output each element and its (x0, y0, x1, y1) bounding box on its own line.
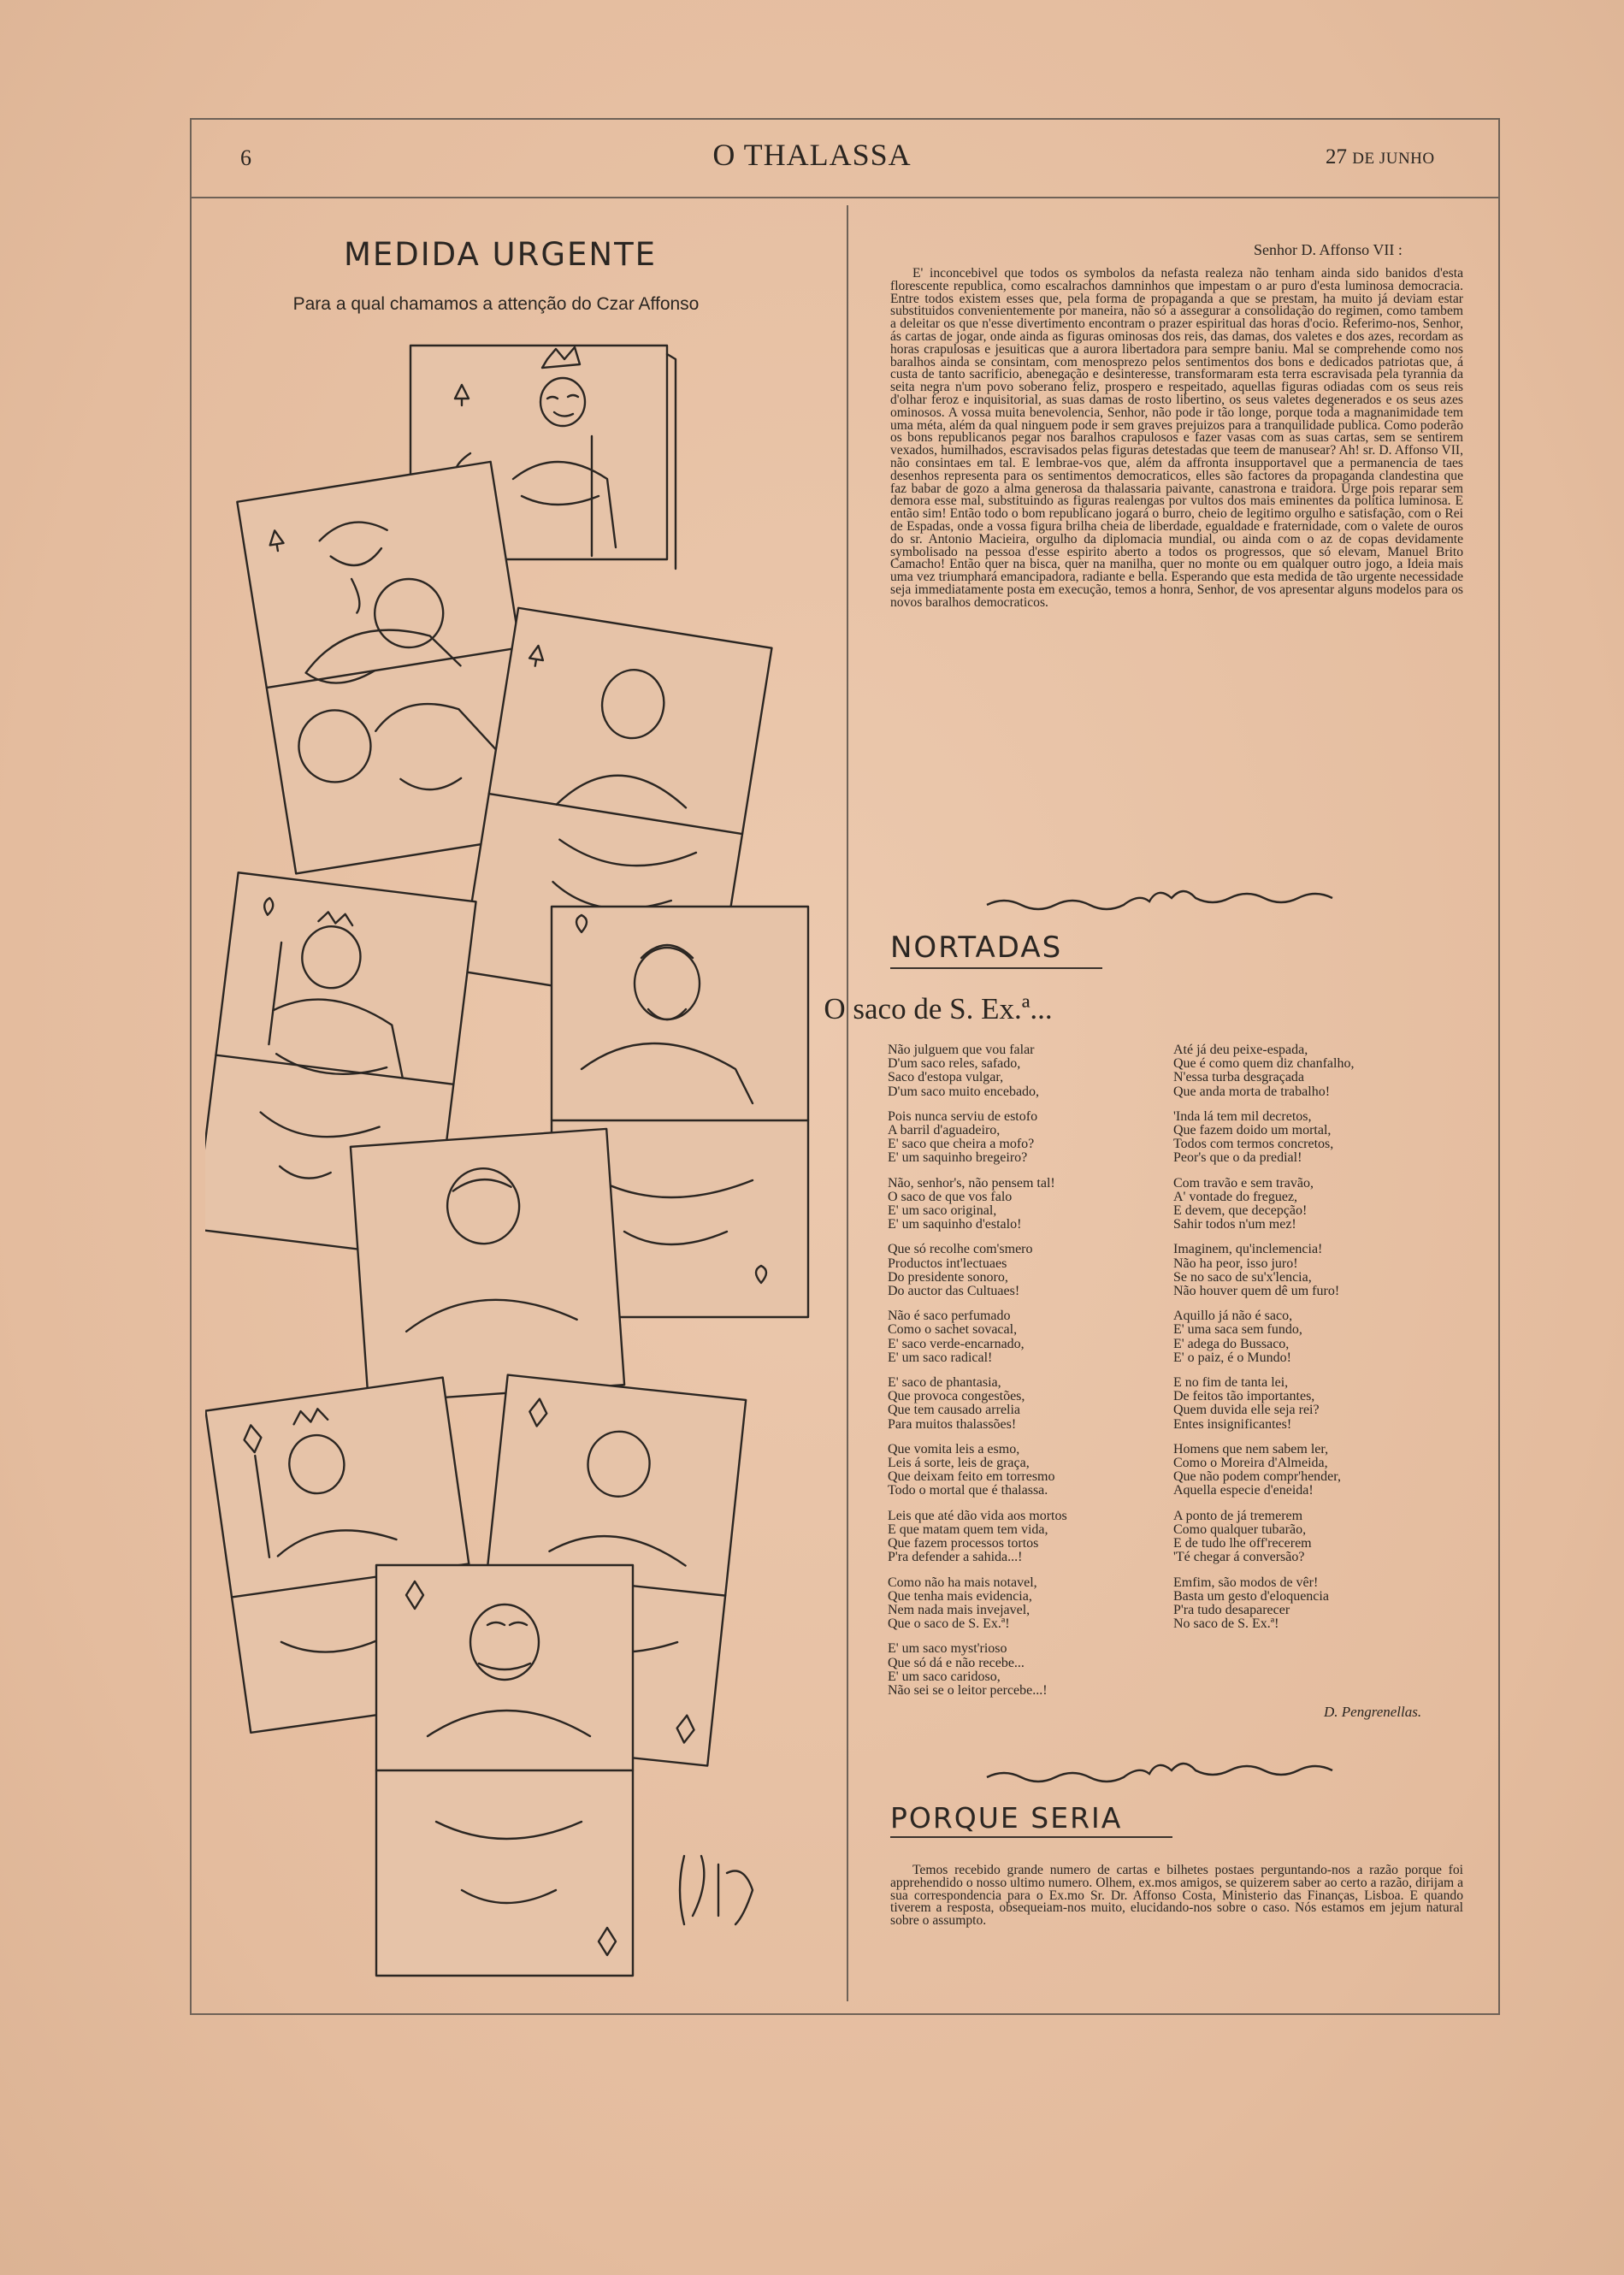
page-number: 6 (240, 145, 251, 170)
poem-stanza (888, 1177, 1170, 1232)
poem-line: E devem, que decepção! (1173, 1203, 1308, 1219)
poem-line: E' um saquinho bregeiro? (888, 1150, 1028, 1166)
poem-line: Não é saco perfumado (888, 1309, 1011, 1324)
poem-stanza (1173, 1309, 1456, 1365)
poem-stanza (888, 1642, 1170, 1698)
poem-line: Imaginem, qu'inclemencia! (1173, 1242, 1323, 1257)
poem-line: E' um saco caridoso, (888, 1669, 1001, 1684)
poem-author: D. Pengrenellas. (1324, 1704, 1422, 1720)
poem-line: Do presidente sonoro, (888, 1269, 1008, 1285)
poem-line: Que deixam feito em torresmo (888, 1469, 1055, 1485)
poem-line: E' um saco radical! (888, 1350, 993, 1365)
letter-salutation: Senhor D. Affonso VII : (1254, 241, 1403, 258)
poem-line: Entes insignificantes! (1173, 1416, 1292, 1432)
poem-line: E' adega do Bussaco, (1173, 1336, 1290, 1351)
poem-stanza (1173, 1443, 1456, 1498)
poem-line: Aquella especie d'eneida! (1173, 1483, 1314, 1498)
poem-stanza (888, 1443, 1170, 1498)
issue-date (1326, 145, 1435, 169)
poem-line: Productos int'lectuaes (888, 1256, 1007, 1271)
header-rule (190, 197, 1500, 198)
poem-stanza (1173, 1110, 1456, 1166)
nortadas-underline (890, 967, 1102, 969)
poem-stanza (1173, 1243, 1456, 1298)
column-divider (847, 205, 848, 2001)
poem-line: N'essa turba desgraçada (1173, 1070, 1305, 1085)
poem-stanza (888, 1510, 1170, 1565)
section-title-nortadas: NORTADAS (890, 931, 1063, 965)
poem-line: Que tem causado arrelia (888, 1403, 1021, 1418)
poem-stanza (1173, 1510, 1456, 1565)
poem-line: No saco de S. Ex.ª! (1173, 1616, 1279, 1632)
poem-line: Pois nunca serviu de estofo (888, 1108, 1038, 1124)
poem-line: Até já deu peixe-espada, (1173, 1043, 1308, 1057)
poem-line: Se no saco de su'x'lencia, (1173, 1269, 1312, 1285)
poem-line: Do auctor das Cultuaes! (888, 1284, 1020, 1299)
poem-line: E que matam quem tem vida, (888, 1522, 1048, 1537)
porque-seria-underline (890, 1836, 1172, 1838)
poem-line: Para muitos thalassões! (888, 1416, 1017, 1432)
poem-line: A' vontade do freguez, (1173, 1189, 1298, 1204)
poem-column-right (1173, 1043, 1456, 1642)
poem-line: Não houver quem dê um furo! (1173, 1284, 1340, 1299)
poem-line: Leis que até dão vida aos mortos (888, 1508, 1067, 1523)
poem-line: Saco d'estopa vulgar, (888, 1070, 1004, 1085)
poem-stanza (1173, 1177, 1456, 1232)
poem-line: P'ra defender a sahida...! (888, 1550, 1023, 1565)
poem-line: Todo o mortal que é thalassa. (888, 1483, 1048, 1498)
issue-date-month: DE JUNHO (1352, 150, 1435, 168)
poem-line: E' saco de phantasia, (888, 1375, 1001, 1391)
poem-stanza (1173, 1043, 1456, 1099)
subtitle-medida-urgente: Para a qual chamamos a attenção do Czar Affonso (292, 294, 700, 314)
poem-line: Que o saco de S. Ex.ª! (888, 1616, 1010, 1632)
poem-line: Não julguem que vou falar (888, 1043, 1035, 1057)
poem-line: Como qualquer tubarão, (1173, 1522, 1307, 1537)
poem-line: Quem duvida elle seja rei? (1173, 1403, 1320, 1418)
poem-stanza (888, 1576, 1170, 1632)
issue-date-day: 27 (1326, 145, 1347, 168)
poem-line: 'Inda lá tem mil decretos, (1173, 1108, 1312, 1124)
poem-line: Que vomita leis a esmo, (888, 1441, 1020, 1457)
poem-line: Que fazem processos tortos (888, 1536, 1039, 1551)
poem-line: Que fazem doido um mortal, (1173, 1123, 1332, 1138)
headline-medida-urgente: MEDIDA URGENTE (343, 236, 658, 273)
poem-stanza (1173, 1376, 1456, 1432)
poem-line: Não ha peor, isso juro! (1173, 1256, 1298, 1271)
playing-cards-cartoon (205, 334, 838, 2001)
poem-line: Que só recolhe com'smero (888, 1242, 1033, 1257)
poem-line: 'Té chegar á conversão? (1173, 1550, 1305, 1565)
poem-line: Emfim, são modos de vêr! (1173, 1575, 1319, 1590)
poem-line: Que só dá e não recebe... (888, 1655, 1025, 1670)
poem-line: E' uma saca sem fundo, (1173, 1322, 1302, 1338)
flourish-divider-top (983, 889, 1360, 919)
poem-line: Que é como quem diz chanfalho, (1173, 1056, 1355, 1072)
poem-line: Homens que nem sabem ler, (1173, 1441, 1329, 1457)
poem-title: O saco de S. Ex.ª... (824, 992, 1053, 1025)
poem-line: Não, senhor's, não pensem tal! (888, 1175, 1055, 1191)
flourish-divider-bottom (983, 1762, 1360, 1791)
poem-line: De feitos tão importantes, (1173, 1389, 1315, 1404)
poem-line: D'um saco reles, safado, (888, 1056, 1021, 1072)
poem-line: Que não podem compr'hender, (1173, 1469, 1341, 1485)
poem-stanza (888, 1309, 1170, 1365)
poem-line: Que provoca congestões, (888, 1389, 1025, 1404)
poem-line: Basta um gesto d'eloquencia (1173, 1588, 1329, 1604)
poem-column-left (888, 1043, 1170, 1709)
poem-line: E' o paiz, é o Mundo! (1173, 1350, 1291, 1365)
poem-line: A barril d'aguadeiro, (888, 1123, 1001, 1138)
poem-line: E' um saquinho d'estalo! (888, 1217, 1022, 1232)
poem-line: Como o sachet sovacal, (888, 1322, 1018, 1338)
poem-line: Que anda morta de trabalho! (1173, 1084, 1331, 1099)
poem-line: Como o Moreira d'Almeida, (1173, 1456, 1328, 1471)
poem-line: P'ra tudo desaparecer (1173, 1602, 1290, 1617)
poem-line: E' saco verde-encarnado, (888, 1336, 1025, 1351)
poem-line: Sahir todos n'um mez! (1173, 1217, 1296, 1232)
poem-line: Com travão e sem travão, (1173, 1175, 1314, 1191)
poem-line: E no fim de tanta lei, (1173, 1375, 1289, 1391)
card-diamonds-moustache (376, 1565, 633, 1976)
poem-line: E' saco que cheira a mofo? (888, 1137, 1035, 1152)
letter-body: E' inconcebivel que todos os symbolos da nefasta realeza não tenham ainda sido banidos d'esta florescente republica, como escalrachos damninhos que impestam o ar puro d'esta luminosa democracia. Entre todos existem esses que, pela forma de propaganda a que se prestam, ha muito já deviam estar substituidos convenientemente por maneira, não só a assegurar a consolidação do regimen, como tambem a deleitar os que n'esse divertimento encontram o prazer espiritual das horas d'ocio. Referimo-nos, Senhor, ás cartas de jogar, onde ainda as figuras ominosas dos reis, das damas, dos valetes e dos azes, recordam as horas crapulosas e jesuiticas que a aurora libertadora para sempre baniu. Mal se comprehende como nos baralhos ainda se consintam, com menosprezo pelos sentimentos dos bons e dedicados patriotas que, á custa de tanto sacrificio, abenegação e desinteresse, transformaram esta terra escravisada pela tyrannia da seita negra n'um povo soberano feliz, prospero e respeitado, aquellas figuras odiadas com os seus reis d'olhar feroz e inquisitorial, as suas damas de rosto libertino, os seus valetes degenerados e os seus azes ominosos. A vossa muita benevolencia, Senhor, não pode ir tão longe, porque toda a magnanimidade tem uma méta, além da qual ninguem pode ir sem graves prejuizos para a tranquilidade publica. Como poderão os bons republicanos pegar nos baralhos crapulosos e fazer vasas com as suas cartas, sem se sentirem vexados, humilhados, escravisados pelas figuras detestadas que teem de manusear? Ah! sr. D. Affonso VII, não consintaes em tal. E lembrae-vos que, além da affronta insupportavel que a permanencia de taes desenhos representa para os sentimentos democraticos, elles são factores da propaganda clandestina que faz babar de gozo a alma generosa da thalassaria paivante, canastrona e traidora. Urge pois reparar sem demora esse mal, substituindo as figuras realengas por vultos dos mais eminentes da politica luminosa. E então sim! Então todo o bom republicano jogará o burro, cheio de legitimo orgulho e satisfação, com o Rei de Espadas, onde a vossa figura brilha cheia de liberdade, egualdade e fraternidade, com o valete de ouros do sr. Antonio Macieira, orgulho da diplomacia mundial, ou ainda com o az de copas devidamente symbolisado na pessoa d'esse espirito aberto a todos os progressos, que só elevam, Manuel Brito Camacho! Então quer na bisca, quer na manilha, quer no monte ou em qualquer outro jogo, a Ideia mais uma vez triumphará emancipadora, radiante e bella. Esperando que esta medida de tão urgente necessidade seja immediatamente posta em execução, temos a honra, Senhor, de vos apresentar alguns modelos para os novos baralhos democraticos. (890, 268, 1463, 610)
poem-line: Peor's que o da predial! (1173, 1150, 1302, 1166)
poem-line: A ponto de já tremerem (1173, 1508, 1303, 1523)
poem-line: Como não ha mais notavel, (888, 1575, 1037, 1590)
poem-line: Nem nada mais invejavel, (888, 1602, 1031, 1617)
poem-stanza (1173, 1576, 1456, 1632)
poem-stanza (888, 1243, 1170, 1298)
poem-line: E de tudo lhe off'recerem (1173, 1536, 1312, 1551)
card-middle-portrait (351, 1129, 624, 1403)
artist-signature-mark (680, 1856, 753, 1924)
poem-line: Não sei se o leitor percebe...! (888, 1682, 1048, 1698)
poem-stanza (888, 1376, 1170, 1432)
porque-seria-body: Temos recebido grande numero de cartas e bilhetes postaes perguntando-nos a razão porque foi apprehendido o nosso ultimo numero. Olhem, ex.mos amigos, se quizerem saber ao certo a razão, dirijam a sua correspondencia para o Ex.mo Sr. Dr. Affonso Costa, Ministerio das Finanças, Lisboa. E quando tiverem a resposta, obsequeiam-nos muito, elucidando-nos sobre o caso. Nós estamos em jejum natural sobre o assumpto. (890, 1864, 1463, 1929)
masthead-title: O THALASSA (712, 138, 912, 172)
poem-stanza (888, 1110, 1170, 1166)
poem-line: Que tenha mais evidencia, (888, 1588, 1032, 1604)
poem-line: O saco de que vos falo (888, 1189, 1013, 1204)
poem-line: E' um saco myst'rioso (888, 1641, 1007, 1657)
poem-line: Aquillo já não é saco, (1173, 1309, 1293, 1324)
poem-line: Todos com termos concretos, (1173, 1137, 1334, 1152)
poem-line: D'um saco muito encebado, (888, 1084, 1040, 1099)
section-title-porque-seria: PORQUE SERIA (890, 1801, 1123, 1835)
poem-line: E' um saco original, (888, 1203, 997, 1219)
poem-line: Leis á sorte, leis de graça, (888, 1456, 1030, 1471)
poem-stanza (888, 1043, 1170, 1099)
